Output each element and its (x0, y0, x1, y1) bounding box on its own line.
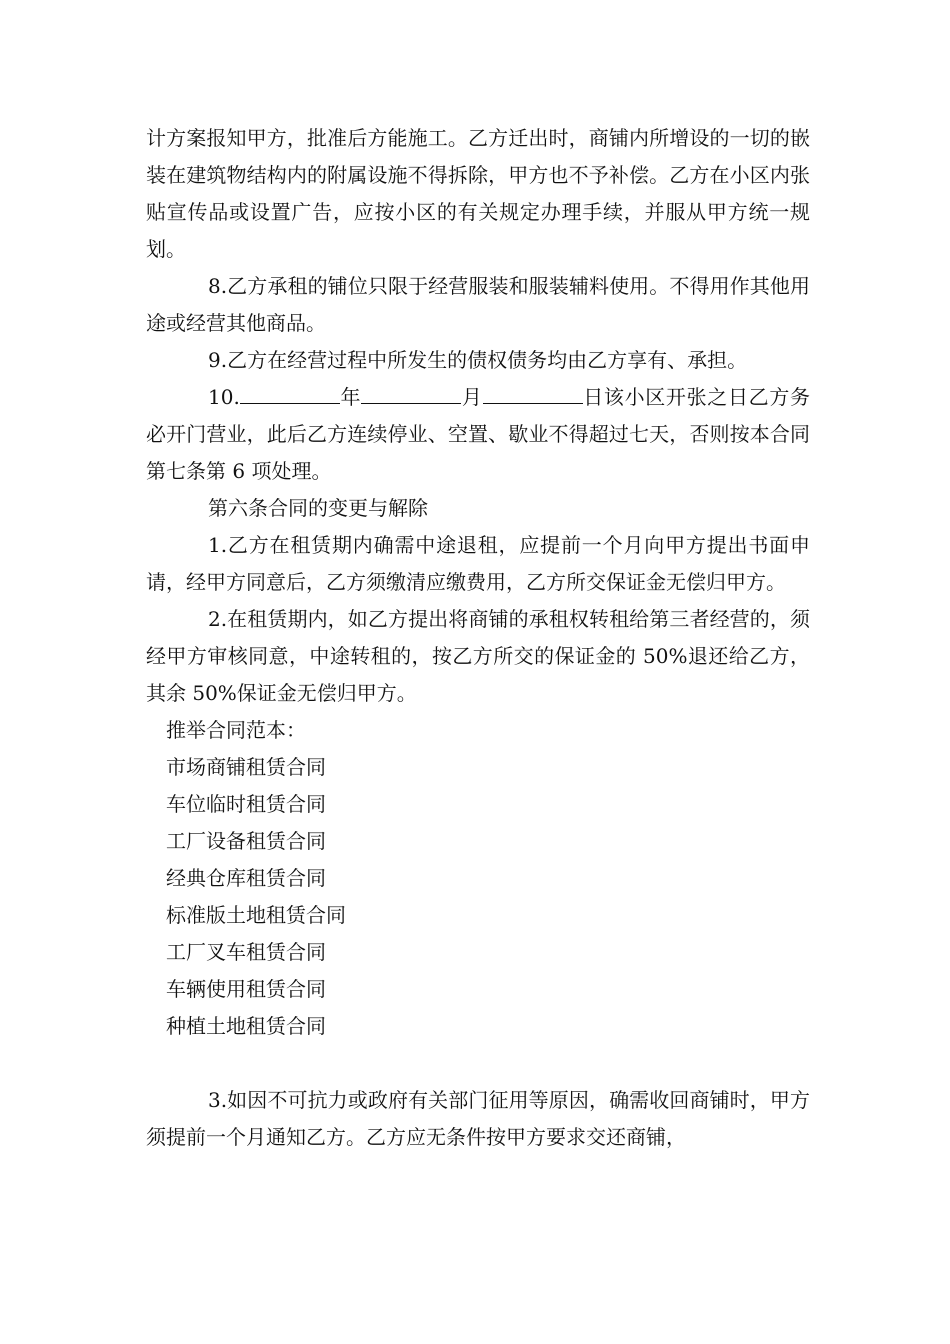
recommend-item[interactable]: 经典仓库租赁合同 (166, 866, 326, 890)
recommend-item[interactable]: 标准版土地租赁合同 (166, 903, 346, 927)
clause-9: 9.乙方在经营过程中所发生的债权债务均由乙方享有、承担。 (208, 348, 748, 372)
recommend-item[interactable]: 工厂叉车租赁合同 (166, 940, 326, 964)
clause-8: 8.乙方承租的铺位只限于经营服装和服装辅料使用。不得用作其他用途或经营其他商品。 (146, 274, 810, 335)
paragraph-design-plan: 计方案报知甲方，批准后方能施工。乙方迁出时，商铺内所增设的一切的嵌装在建筑物结构内的附属设施不得拆除，甲方也不予补偿。乙方在小区内张贴宣传品或设置广告，应按小区的有关规定办理手续，并服从甲方统一规划。 (146, 126, 810, 261)
clause-10-month-label: 月 (461, 385, 483, 409)
recommend-item[interactable]: 种植土地租赁合同 (166, 1014, 326, 1038)
document-body (146, 120, 810, 1156)
blank-month-field (361, 385, 461, 404)
clause-10-year-label: 年 (339, 385, 362, 409)
section-6-clause-1: 1.乙方在租赁期内确需中途退租，应提前一个月向甲方提出书面申请，经甲方同意后，乙方须缴清应缴费用，乙方所交保证金无偿归甲方。 (146, 533, 810, 594)
clause-10-text: 日该小区开张之日乙方务必开门营业，此后乙方连续停业、空置、歇业不得超过七天，否则按本合同第七条第 6 项处理。 (146, 385, 811, 483)
spacer (146, 1045, 810, 1082)
clause-10 (146, 379, 810, 490)
section-6-clause-3: 3.如因不可抗力或政府有关部门征用等原因，确需收回商铺时，甲方须提前一个月通知乙方。乙方应无条件按甲方要求交还商铺， (146, 1088, 810, 1149)
recommend-title: 推举合同范本： (166, 718, 306, 742)
recommend-item[interactable]: 车辆使用租赁合同 (166, 977, 326, 1001)
clause-10-number: 10. (208, 385, 240, 409)
recommend-item[interactable]: 工厂设备租赁合同 (166, 829, 326, 853)
recommend-item[interactable]: 市场商铺租赁合同 (166, 755, 326, 779)
section-6-clause-2: 2.在租赁期内，如乙方提出将商铺的承租权转租给第三者经营的，须经甲方审核同意，中途转租的，按乙方所交的保证金的 50%退还给乙方，其余 50%保证金无偿归甲方。 (146, 607, 810, 705)
blank-year-field (240, 385, 340, 404)
section-6-title: 第六条合同的变更与解除 (208, 496, 428, 520)
blank-day-field (483, 385, 583, 404)
recommend-item[interactable]: 车位临时租赁合同 (166, 792, 326, 816)
